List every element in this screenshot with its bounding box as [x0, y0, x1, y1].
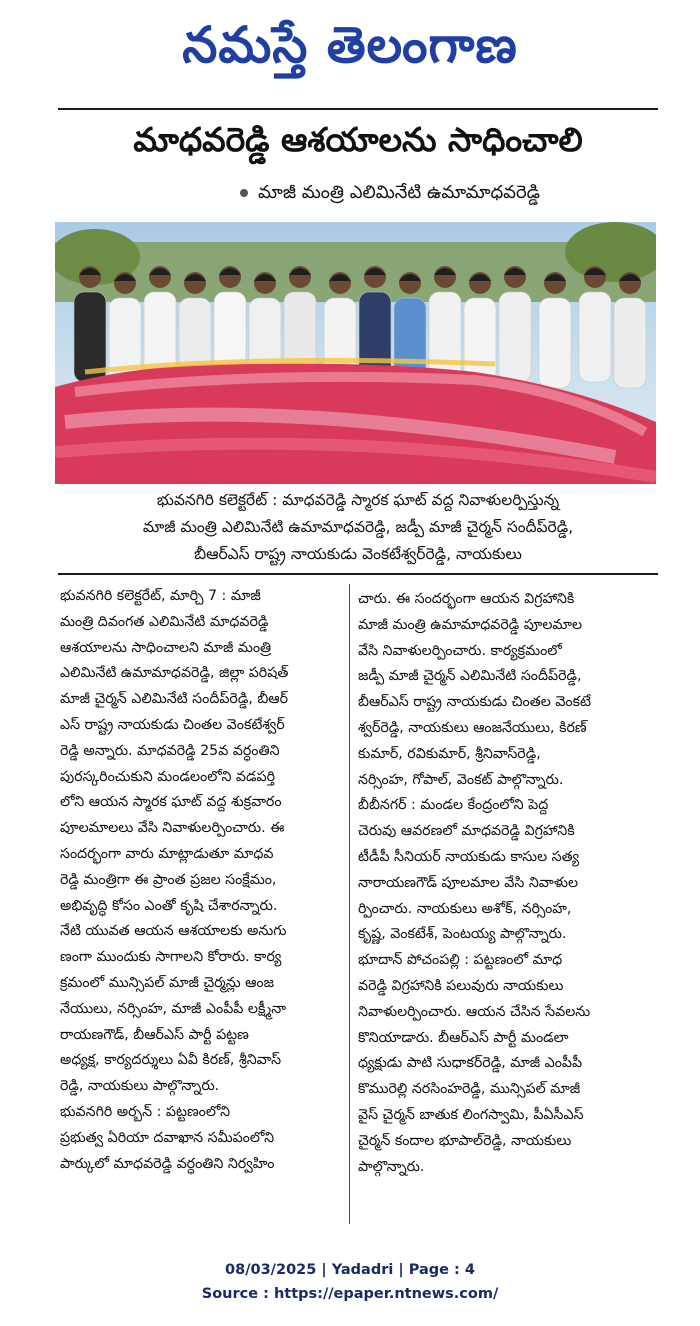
caption-divider — [58, 573, 658, 575]
article-line: కొమురెల్లి నరసింహరెడ్డి, మున్సిపల్ మాజీ — [358, 1081, 581, 1098]
article-line: నేయులు, నర్సింహ, మాజీ ఎంపీపీ లక్ష్మీనా — [60, 1000, 287, 1017]
article-line: చైర్మన్ కందాల భూపాల్‌రెడ్డి, నాయకులు — [358, 1132, 572, 1149]
article-line: రెడ్డి, నాయకులు పాల్గొన్నారు. — [60, 1078, 220, 1095]
article-line: మాజీ మంత్రి ఉమామాధవరెడ్డి పూలమాల — [358, 616, 583, 633]
article-line: పూలమాలలు వేసి నివాళులర్పించారు. ఈ — [60, 820, 285, 837]
article-line: ణంగా ముందుకు సాగాలని కోరారు. కార్య — [60, 949, 282, 966]
caption-line: బీఆర్ఎస్ రాష్ట్ర నాయకుడు వెంకటేశ్వర్‌రెడ్డి, నాయకులు — [194, 545, 522, 563]
footer-source: Source : https://epaper.ntnews.com/ — [201, 1286, 499, 1302]
article-line: నర్సింహ, గోపాల్, వెంకట్ పాల్గొన్నారు. — [358, 771, 564, 788]
article-column-left — [60, 584, 352, 1177]
caption-line: మాజీ మంత్రి ఎలిమినేటి ఉమామాధవరెడ్డి, జడ్పీ మాజీ చైర్మన్ సందీప్‌రెడ్డి, — [142, 518, 574, 536]
article-line: బీబీనగర్ : మండల కేంద్రంలోని పెద్ద — [358, 797, 549, 814]
article-line: రాయణగౌడ్, బీఆర్ఎస్ పార్టీ పట్టణ — [60, 1026, 249, 1043]
article-line: అధ్యక్ష, కార్యదర్శులు ఏవీ కిరణ్, శ్రీనివాస్ — [60, 1052, 282, 1069]
article-line: శ్వర్‌రెడ్డి, నాయకులు ఆంజనేయులు, కిరణ్ — [358, 719, 587, 736]
article-line: నారాయణగౌడ్ పూలమాల వేసి నివాళుల — [358, 874, 579, 891]
article-line: నేటి యువత ఆయన ఆశయాలకు అనుగు — [60, 923, 287, 940]
article-line: పురస్కరించుకుని మండలంలోని వడపర్తి — [60, 768, 276, 785]
article-line: మంత్రి దివంగత ఎలిమినేటి మాధవరెడ్డి — [60, 613, 269, 630]
article-line: క్రమంలో మున్సిపల్ మాజీ చైర్మన్లు ఆంజ — [60, 974, 274, 991]
article-line: బీఆర్ఎస్ రాష్ట్ర నాయకుడు చింతల వెంకటే — [358, 694, 591, 711]
article-line: వేసి నివాళులర్పించారు. కార్యక్రమంలో — [358, 642, 562, 659]
article-line: నివాళులర్పించారు. ఆయన చేసిన సేవలను — [358, 1003, 591, 1020]
article-line: భువనగిరి కలెక్టరేట్, మార్చి 7 : మాజీ — [60, 588, 261, 604]
article-line: చారు. ఈ సందర్భంగా ఆయన విగ్రహానికి — [358, 591, 575, 607]
article-line: రెడ్డి అన్నారు. మాధవరెడ్డి 25వ వర్ధంతిని — [60, 742, 280, 759]
person-figure — [579, 292, 611, 382]
article-line: కొనియాడారు. బీఆర్ఎస్ పార్టీ మండలా — [358, 1029, 569, 1046]
person-figure — [499, 292, 531, 382]
photo-caption — [58, 487, 658, 568]
article-line: వైస్ చైర్మన్ బాతుక లింగస్వామి, పీఏసీఎస్ — [358, 1106, 584, 1123]
article-line: ఎలిమినేటి ఉమామాధవరెడ్డి, జిల్లా పరిషత్ — [60, 665, 289, 682]
article-line: వరెడ్డి విగ్రహానికి పలువురు నాయకులు — [358, 977, 564, 994]
article-line: భువనగిరి అర్బన్ : పట్టణంలోని — [60, 1103, 231, 1120]
article-line: పాల్గొన్నారు. — [358, 1158, 425, 1175]
article-line: ర్పించారు. నాయకులు అశోక్, నర్సింహ, — [358, 900, 572, 917]
article-line: ఆశయాలను సాధించాలని మాజీ మంత్రి — [60, 639, 272, 656]
newspaper-masthead: నమస్తే తెలంగాణ — [182, 16, 518, 74]
article-column-right — [358, 587, 650, 1180]
article-line: కృష్ణ, వెంకటేశ్, పెంటయ్య పాల్గొన్నారు. — [358, 926, 567, 943]
article-line: లోని ఆయన స్మారక ఘాట్ వద్ద శుక్రవారం — [60, 794, 282, 811]
article-byline — [140, 178, 640, 208]
article-line: సందర్భంగా వారు మాట్లాడుతూ మాధవ — [60, 845, 274, 862]
caption-line: భువనగిరి కలెక్టరేట్ : మాధవరెడ్డి స్మారక ఘాట్ వద్ద నివాళులర్పిస్తున్న — [156, 491, 560, 509]
footer-edition-info: 08/03/2025 | Yadadri | Page : 4 — [225, 1262, 475, 1278]
article-line: ఎస్ రాష్ట్ర నాయకుడు చింతల వెంకటేశ్వర్ — [60, 716, 285, 733]
article-line: భూదాన్ పోచంపల్లి : పట్టణంలో మాధ — [358, 952, 563, 969]
article-line: కుమార్, రవికుమార్, శ్రీనివాస్‌రెడ్డి, — [358, 745, 541, 762]
column-divider — [349, 584, 350, 1224]
byline-text: మాజీ మంత్రి ఎలిమినేటి ఉమామాధవరెడ్డి — [258, 182, 540, 203]
bullet-icon — [240, 189, 248, 197]
article-line: ప్రభుత్వ ఏరియా దవాఖాన సమీపంలోని — [60, 1129, 275, 1146]
news-photo — [55, 222, 656, 484]
person-figure — [539, 298, 571, 388]
top-divider — [58, 108, 658, 110]
article-line: అభివృద్ధి కోసం ఎంతో కృషి చేశారన్నారు. — [60, 897, 278, 914]
article-line: ధ్యక్షుడు పాటి సుధాకర్‌రెడ్డి, మాజీ ఎంపీపీ — [358, 1055, 583, 1072]
article-line: రెడ్డి మంత్రిగా ఈ ప్రాంత ప్రజల సంక్షేమం, — [60, 871, 277, 888]
article-line: జడ్పీ మాజీ చైర్మన్ ఎలిమినేటి సందీప్‌రెడ్డి, — [358, 668, 582, 685]
person-figure — [614, 298, 646, 388]
article-line: టీడీపీ సీనియర్ నాయకుడు కాసుల సత్య — [358, 848, 580, 865]
article-headline: మాధవరెడ్డి ఆశయాలను సాధించాలి — [133, 120, 583, 159]
article-line: చెరువు ఆవరణలో మాధవరెడ్డి విగ్రహానికి — [358, 823, 575, 840]
article-line: పార్కులో మాధవరెడ్డి వర్ధంతిని నిర్వహిం — [60, 1155, 275, 1172]
article-line: మాజీ చైర్మన్ ఎలిమినేటి సందీప్‌రెడ్డి, బీఆర్ — [60, 691, 289, 708]
